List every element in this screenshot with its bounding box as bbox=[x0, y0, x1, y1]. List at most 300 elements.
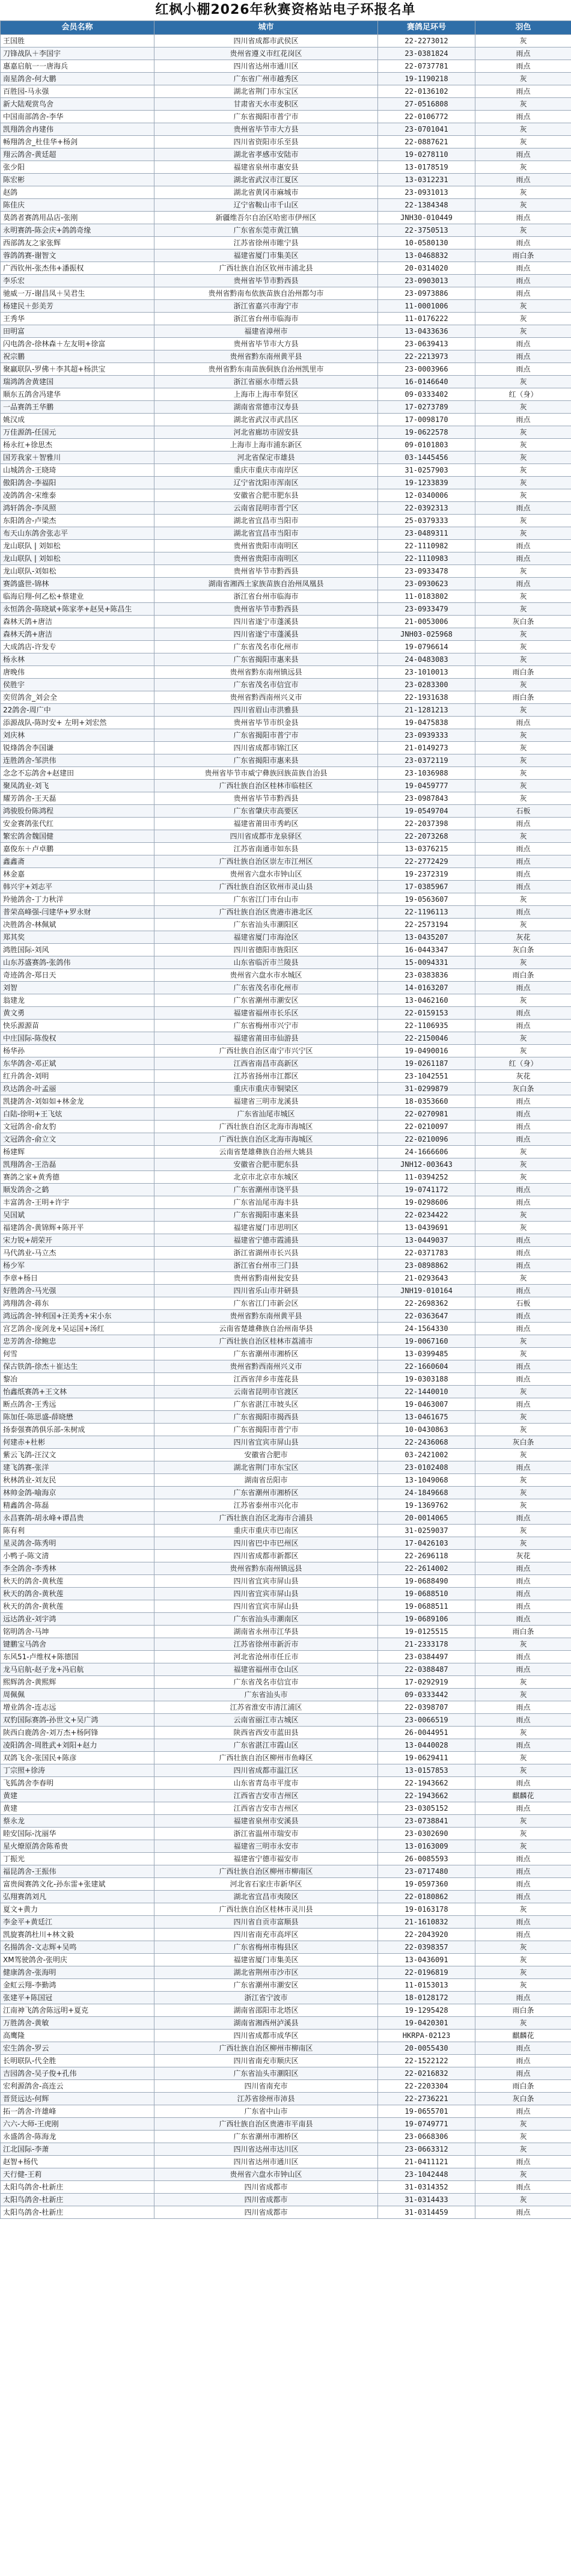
ring-number-cell: 31-0314433 bbox=[378, 2194, 475, 2206]
table-row bbox=[1, 1474, 571, 1487]
feather-color-cell: 灰 bbox=[475, 376, 571, 388]
table-row bbox=[1, 35, 571, 47]
member-name-cell: 永明赛鸽-陈会庆+鸽鸽奇缘 bbox=[1, 224, 154, 237]
table-row bbox=[1, 1689, 571, 1701]
member-name-cell: 秋林鸽业-刘友民 bbox=[1, 1474, 154, 1487]
member-name-cell: 凯翔鸽舍冉建伟 bbox=[1, 123, 154, 136]
table-row bbox=[1, 1676, 571, 1689]
member-name-cell: 夏文+黄力 bbox=[1, 1903, 154, 1916]
ring-number-cell: 22-1943662 bbox=[378, 1790, 475, 1802]
feather-color-cell: 灰 bbox=[475, 439, 571, 451]
city-cell: 上海市上海市浦东新区 bbox=[154, 439, 378, 451]
header-city: 城市 bbox=[154, 21, 378, 35]
ring-number-cell: 22-0270981 bbox=[378, 1108, 475, 1121]
ring-number-cell: 23-0489311 bbox=[378, 527, 475, 540]
feather-color-cell: 雨白条 bbox=[475, 969, 571, 982]
feather-color-cell: 雨点 bbox=[475, 1802, 571, 1815]
feather-color-cell: 灰 bbox=[475, 1941, 571, 1954]
member-name-cell: 山东苏盛赛鸽-张鸽伟 bbox=[1, 956, 154, 969]
member-name-cell: 龙马启航-赵子龙+冯启航 bbox=[1, 1663, 154, 1676]
ring-number-cell: 19-0688510 bbox=[378, 1588, 475, 1600]
ring-number-cell: 09-0333442 bbox=[378, 1689, 475, 1701]
feather-color-cell: 灰 bbox=[475, 2118, 571, 2131]
city-cell: 贵州省毕节市黔西县 bbox=[154, 565, 378, 578]
feather-color-cell: 雨白条 bbox=[475, 2004, 571, 2017]
ring-number-cell: 23-0717480 bbox=[378, 1865, 475, 1878]
member-name-cell: 熙辉鸽舍-黄熙辉 bbox=[1, 1676, 154, 1689]
table-row bbox=[1, 502, 571, 515]
table-row bbox=[1, 148, 571, 161]
city-cell: 河北省保定市雄县 bbox=[154, 451, 378, 464]
table-row bbox=[1, 2206, 571, 2219]
table-row bbox=[1, 1209, 571, 1222]
city-cell: 广西壮族自治区北海市海城区 bbox=[154, 1133, 378, 1146]
feather-color-cell: 灰 bbox=[475, 1487, 571, 1499]
ring-number-cell: HKRPA-02123 bbox=[378, 2030, 475, 2042]
member-name-cell: 永恒鸽舍-陈晓斌+陈家孝+赵昊+陈昌生 bbox=[1, 603, 154, 616]
city-cell: 贵州省毕节市黔西县 bbox=[154, 275, 378, 287]
table-row bbox=[1, 2042, 571, 2055]
ring-number-cell: 22-0210097 bbox=[378, 1121, 475, 1133]
ring-number-cell: 22-1440010 bbox=[378, 1386, 475, 1398]
feather-color-cell: 灰 bbox=[475, 489, 571, 502]
feather-color-cell: 灰 bbox=[475, 1045, 571, 1057]
ring-number-cell: 19-1190218 bbox=[378, 73, 475, 85]
feather-color-cell: 雨点 bbox=[475, 1865, 571, 1878]
table-row bbox=[1, 47, 571, 60]
feather-color-cell: 灰 bbox=[475, 2168, 571, 2181]
city-cell: 福建省三明市龙溪县 bbox=[154, 1095, 378, 1108]
table-row bbox=[1, 2080, 571, 2093]
ring-number-cell: 19-0597360 bbox=[378, 1878, 475, 1891]
table-row bbox=[1, 1550, 571, 1562]
member-name-cell: 翔云鸽舍-黄廷超 bbox=[1, 148, 154, 161]
table-row bbox=[1, 2017, 571, 2030]
member-name-cell: 增业鸽舍-连志远 bbox=[1, 1701, 154, 1714]
feather-color-cell: 雨点 bbox=[475, 2042, 571, 2055]
city-cell: 安徽省合肥市肥东县 bbox=[154, 489, 378, 502]
member-name-cell: 红升鸽舍-刘明 bbox=[1, 1070, 154, 1083]
ring-number-cell: 23-0668306 bbox=[378, 2131, 475, 2143]
table-row bbox=[1, 1626, 571, 1638]
table-row bbox=[1, 1133, 571, 1146]
city-cell: 广西壮族自治区贵港市平南县 bbox=[154, 2118, 378, 2131]
member-name-cell: 黄建 bbox=[1, 1790, 154, 1802]
ring-number-cell: 19-0163178 bbox=[378, 1903, 475, 1916]
city-cell: 贵州省黔西南州兴义市 bbox=[154, 691, 378, 704]
table-row bbox=[1, 439, 571, 451]
feather-color-cell: 雨点 bbox=[475, 540, 571, 552]
member-name-cell: 万胜鸽舍-黄敏 bbox=[1, 2017, 154, 2030]
member-name-cell: 闪电鸽舍-徐林森＋左友明+徐富 bbox=[1, 338, 154, 350]
feather-color-cell: 灰 bbox=[475, 2017, 571, 2030]
ring-number-cell: 19-0463007 bbox=[378, 1398, 475, 1411]
ring-number-cell: 19-1369762 bbox=[378, 1499, 475, 1512]
table-row bbox=[1, 136, 571, 148]
feather-color-cell: 雨白条 bbox=[475, 2080, 571, 2093]
member-name-cell: 西部鸽友之家张辉 bbox=[1, 237, 154, 249]
city-cell: 湖南省湘西土家族苗族自治州凤凰县 bbox=[154, 578, 378, 590]
ring-number-cell: 13-1049068 bbox=[378, 1474, 475, 1487]
city-cell: 福建省厦门市集美区 bbox=[154, 249, 378, 262]
table-row bbox=[1, 1878, 571, 1891]
ring-number-cell: 22-0398357 bbox=[378, 1941, 475, 1954]
member-name-cell: 蓉鸽鸽赛-谢智文 bbox=[1, 249, 154, 262]
feather-color-cell: 雨白条 bbox=[475, 691, 571, 704]
city-cell: 浙江省宁波市 bbox=[154, 1992, 378, 2004]
feather-color-cell: 灰 bbox=[475, 224, 571, 237]
feather-color-cell: 灰 bbox=[475, 590, 571, 603]
feather-color-cell: 雨点 bbox=[475, 1714, 571, 1727]
city-cell: 江西省萍乡市莲花县 bbox=[154, 1373, 378, 1386]
feather-color-cell: 灰 bbox=[475, 73, 571, 85]
member-name-cell: 吉园鸽舍-吴子俊+孔伟 bbox=[1, 2067, 154, 2080]
ring-number-cell: 22-2436068 bbox=[378, 1436, 475, 1449]
feather-color-cell: 雨点 bbox=[475, 855, 571, 868]
member-name-cell: 祝宗鹏 bbox=[1, 350, 154, 363]
city-cell: 山东省临沂市兰陵县 bbox=[154, 956, 378, 969]
feather-color-cell: 雨点 bbox=[475, 350, 571, 363]
feather-color-cell: 雨点 bbox=[475, 1613, 571, 1626]
city-cell: 广西壮族自治区桂林市临桂区 bbox=[154, 780, 378, 792]
member-name-cell: 聚赢联队-罗佛＋李其超+杨洪宝 bbox=[1, 363, 154, 376]
city-cell: 重庆市重庆市铜梁区 bbox=[154, 1083, 378, 1095]
table-row bbox=[1, 1259, 571, 1272]
table-row bbox=[1, 818, 571, 830]
table-row bbox=[1, 1196, 571, 1209]
table-row bbox=[1, 956, 571, 969]
city-cell: 福建省泉州市惠安县 bbox=[154, 161, 378, 174]
feather-color-cell: 麒麟花 bbox=[475, 1790, 571, 1802]
feather-color-cell: 雨点 bbox=[475, 2206, 571, 2219]
table-row bbox=[1, 186, 571, 199]
city-cell: 广西壮族自治区柳州市鱼峰区 bbox=[154, 1752, 378, 1764]
city-cell: 广东省揭阳市普宁市 bbox=[154, 729, 378, 742]
table-row bbox=[1, 565, 571, 578]
ring-number-cell: 22-0392313 bbox=[378, 502, 475, 515]
member-name-cell: 锐烽鸽舍李国谦 bbox=[1, 742, 154, 754]
city-cell: 贵州省贵阳市南明区 bbox=[154, 540, 378, 552]
ring-number-cell: 22-1522122 bbox=[378, 2055, 475, 2067]
member-name-cell: 田明富 bbox=[1, 325, 154, 338]
table-row bbox=[1, 451, 571, 464]
member-name-cell: 顺东五鸽舍冯建华 bbox=[1, 388, 154, 401]
city-cell: 四川省成都市武侯区 bbox=[154, 35, 378, 47]
member-name-cell: 韩兴宇+刘志平 bbox=[1, 881, 154, 893]
city-cell: 甘肃省天水市麦积区 bbox=[154, 98, 378, 111]
member-name-cell: 黄文勇 bbox=[1, 1007, 154, 1020]
header-ring-number: 赛鸽足环号 bbox=[378, 21, 475, 35]
table-row bbox=[1, 1651, 571, 1663]
feather-color-cell: 雨点 bbox=[475, 1310, 571, 1323]
feather-color-cell: 雨点 bbox=[475, 1133, 571, 1146]
member-name-cell: 繁宏鸽舍魏国健 bbox=[1, 830, 154, 843]
feather-color-cell: 灰 bbox=[475, 780, 571, 792]
city-cell: 四川省遂宁市蓬溪县 bbox=[154, 616, 378, 628]
city-cell: 广西壮族自治区桂林市灵川县 bbox=[154, 1903, 378, 1916]
ring-number-cell: 22-2203304 bbox=[378, 2080, 475, 2093]
table-row bbox=[1, 1335, 571, 1348]
member-name-cell: 刀锋战队＋李国宇 bbox=[1, 47, 154, 60]
city-cell: 四川省成都市 bbox=[154, 2206, 378, 2219]
city-cell: 贵州省黔东南州镇远县 bbox=[154, 1562, 378, 1575]
member-name-cell: 六六-大师-王虎刚 bbox=[1, 2118, 154, 2131]
ring-number-cell: 23-0903013 bbox=[378, 275, 475, 287]
feather-color-cell: 灰 bbox=[475, 527, 571, 540]
feather-color-cell: 灰 bbox=[475, 767, 571, 780]
member-name-cell: 陕西白鹿鸽舍-刘万杰+杨阿锋 bbox=[1, 1727, 154, 1739]
member-name-cell: 陈有利 bbox=[1, 1525, 154, 1537]
feather-color-cell: 雨点 bbox=[475, 1777, 571, 1790]
ring-number-cell: 18-0353660 bbox=[378, 1095, 475, 1108]
ring-number-cell: 16-0443347 bbox=[378, 944, 475, 956]
feather-color-cell: 红（身） bbox=[475, 1057, 571, 1070]
ring-number-cell: 22-1943662 bbox=[378, 1777, 475, 1790]
member-name-cell: 太阳鸟鸽舍-杜新庄 bbox=[1, 2206, 154, 2219]
city-cell: 湖北省荆门市东宝区 bbox=[154, 1461, 378, 1474]
ring-number-cell: 24-1564330 bbox=[378, 1323, 475, 1335]
city-cell: 福建省福州市仓山区 bbox=[154, 1663, 378, 1676]
city-cell: 贵州省毕节市威宁彝族回族苗族自治县 bbox=[154, 767, 378, 780]
city-cell: 四川省南充市 bbox=[154, 2080, 378, 2093]
feather-color-cell: 灰 bbox=[475, 1966, 571, 1979]
member-name-cell: 丁宗照+徐涛 bbox=[1, 1764, 154, 1777]
table-row bbox=[1, 1297, 571, 1310]
feather-color-cell: 雨点 bbox=[475, 1020, 571, 1032]
ring-number-cell: 19-0629411 bbox=[378, 1752, 475, 1764]
city-cell: 浙江省嘉兴市海宁市 bbox=[154, 300, 378, 313]
table-row bbox=[1, 275, 571, 287]
feather-color-cell: 灰 bbox=[475, 1032, 571, 1045]
ring-number-cell: 19-0688490 bbox=[378, 1575, 475, 1588]
city-cell: 湖南省湘西州泸溪县 bbox=[154, 2017, 378, 2030]
member-name-cell: 中国南部鸽舍-李华 bbox=[1, 111, 154, 123]
city-cell: 福建省厦门市思明区 bbox=[154, 1222, 378, 1234]
city-cell: 广西壮族自治区南宁市兴宁区 bbox=[154, 1045, 378, 1057]
table-row bbox=[1, 1095, 571, 1108]
feather-color-cell: 灰 bbox=[475, 1638, 571, 1651]
member-name-cell: 林金嘉 bbox=[1, 868, 154, 881]
feather-color-cell: 雨点 bbox=[475, 414, 571, 426]
ring-number-cell: 19-1233839 bbox=[378, 477, 475, 489]
feather-color-cell: 雨点 bbox=[475, 148, 571, 161]
member-name-cell: 聚凤鸽业-刘飞 bbox=[1, 780, 154, 792]
member-name-cell: 精鑫鸽舍-陈磊 bbox=[1, 1499, 154, 1512]
table-row bbox=[1, 338, 571, 350]
ring-number-cell: 14-0163207 bbox=[378, 982, 475, 994]
table-row bbox=[1, 2131, 571, 2143]
table-row bbox=[1, 1916, 571, 1929]
table-row bbox=[1, 1108, 571, 1121]
feather-color-cell: 灰 bbox=[475, 1209, 571, 1222]
member-name-cell: 刘庆林 bbox=[1, 729, 154, 742]
feather-color-cell: 灰 bbox=[475, 161, 571, 174]
ring-number-cell: 19-0303188 bbox=[378, 1373, 475, 1386]
feather-color-cell: 灰 bbox=[475, 1348, 571, 1360]
feather-color-cell: 雨点 bbox=[475, 1929, 571, 1941]
ring-number-cell: 13-0436091 bbox=[378, 1954, 475, 1966]
city-cell: 湖北省宜昌市夷陵区 bbox=[154, 1891, 378, 1903]
city-cell: 四川省眉山市洪雅县 bbox=[154, 704, 378, 717]
table-row bbox=[1, 1979, 571, 1992]
table-row bbox=[1, 1032, 571, 1045]
member-name-cell: 羚驰鸽舍-丁力秋洋 bbox=[1, 893, 154, 906]
city-cell: 江苏省泰州市兴化市 bbox=[154, 1499, 378, 1512]
feather-color-cell: 雨点 bbox=[475, 275, 571, 287]
feather-color-cell: 雨点 bbox=[475, 338, 571, 350]
table-row bbox=[1, 2194, 571, 2206]
feather-color-cell: 灰 bbox=[475, 1828, 571, 1840]
city-cell: 云南省昆明市官渡区 bbox=[154, 1386, 378, 1398]
member-name-cell: 太阳鸟鸽舍-杜新庄 bbox=[1, 2181, 154, 2194]
city-cell: 江苏省淮安市清江浦区 bbox=[154, 1701, 378, 1714]
city-cell: 广东省梅州市梅县区 bbox=[154, 1941, 378, 1954]
ring-number-cell: 13-0163009 bbox=[378, 1840, 475, 1853]
feather-color-cell: 雨点 bbox=[475, 85, 571, 98]
feather-color-cell: 灰 bbox=[475, 1335, 571, 1348]
ring-number-cell: 22-2736221 bbox=[378, 2093, 475, 2105]
member-name-cell: 黄建 bbox=[1, 1802, 154, 1815]
table-row bbox=[1, 641, 571, 653]
city-cell: 广东省茂名市化州市 bbox=[154, 641, 378, 653]
table-row bbox=[1, 1158, 571, 1171]
member-name-cell: 杨华孙 bbox=[1, 1045, 154, 1057]
feather-color-cell: 雨点 bbox=[475, 502, 571, 515]
feather-color-cell: 灰 bbox=[475, 956, 571, 969]
table-row bbox=[1, 1411, 571, 1424]
ring-number-cell: 22-2037398 bbox=[378, 818, 475, 830]
feather-color-cell: 灰 bbox=[475, 1676, 571, 1689]
feather-color-cell: 雨点 bbox=[475, 1247, 571, 1259]
member-name-cell: 鸿远鸽舍-钟利国+汪美秀+宋小东 bbox=[1, 1310, 154, 1323]
table-row bbox=[1, 515, 571, 527]
ring-number-cell: 23-0933478 bbox=[378, 565, 475, 578]
member-name-cell: 22鸽舍-周广中 bbox=[1, 704, 154, 717]
table-row bbox=[1, 1512, 571, 1525]
city-cell: 贵州省毕节市织金县 bbox=[154, 717, 378, 729]
member-name-cell: 小鸭子-陈文清 bbox=[1, 1550, 154, 1562]
city-cell: 广东省潮州市湘桥区 bbox=[154, 1348, 378, 1360]
member-name-cell: 连胜鸽舍-邹洪伟 bbox=[1, 754, 154, 767]
ring-number-cell: 15-0094331 bbox=[378, 956, 475, 969]
table-row bbox=[1, 931, 571, 944]
member-name-cell: 嘉俊东＋卢卓鹏 bbox=[1, 843, 154, 855]
table-row bbox=[1, 780, 571, 792]
feather-color-cell: 灰 bbox=[475, 1689, 571, 1701]
city-cell: 湖北省宜昌市当阳市 bbox=[154, 527, 378, 540]
member-name-cell: 龙山联队 | 刘如松 bbox=[1, 552, 154, 565]
feather-color-cell: 雨点 bbox=[475, 2156, 571, 2168]
member-name-cell: 普荣高峰强-闫建华+罗永财 bbox=[1, 906, 154, 919]
member-name-cell: 怡鑫纸赛鸽+王文林 bbox=[1, 1386, 154, 1398]
member-name-cell: 东阳鸽舍-卢梁杰 bbox=[1, 515, 154, 527]
feather-color-cell: 雨点 bbox=[475, 1259, 571, 1272]
ring-number-cell: 13-0376215 bbox=[378, 843, 475, 855]
table-row bbox=[1, 742, 571, 754]
feather-color-cell: 雨点 bbox=[475, 1663, 571, 1676]
member-name-cell: 凯翔鸽舍-王浩磊 bbox=[1, 1158, 154, 1171]
ring-number-cell: 19-0490016 bbox=[378, 1045, 475, 1057]
feather-color-cell: 灰白条 bbox=[475, 1436, 571, 1449]
header-feather-color: 羽色 bbox=[475, 21, 571, 35]
member-name-cell: 宏利源鸽舍-高连云 bbox=[1, 2080, 154, 2093]
ring-number-cell: 31-0259037 bbox=[378, 1525, 475, 1537]
table-row bbox=[1, 792, 571, 805]
city-cell: 湖北省黄冈市麻城市 bbox=[154, 186, 378, 199]
ring-number-cell: 22-0159153 bbox=[378, 1007, 475, 1020]
ring-number-cell: 24-1849668 bbox=[378, 1487, 475, 1499]
member-name-cell: 杨建民＋彭美芳 bbox=[1, 300, 154, 313]
table-row bbox=[1, 2156, 571, 2168]
table-row bbox=[1, 1272, 571, 1285]
city-cell: 贵州省黔西南州兴义市 bbox=[154, 1360, 378, 1373]
city-cell: 广西壮族自治区北海市海城区 bbox=[154, 1121, 378, 1133]
ring-number-cell: 13-0433636 bbox=[378, 325, 475, 338]
table-row bbox=[1, 1764, 571, 1777]
member-name-cell: 宫艺鸽舍-庞剑龙+吴运国+汤红 bbox=[1, 1323, 154, 1335]
member-name-cell: 王国胜 bbox=[1, 35, 154, 47]
feather-color-cell: 雨白条 bbox=[475, 1626, 571, 1638]
feather-color-cell: 雨点 bbox=[475, 47, 571, 60]
feather-color-cell: 石板 bbox=[475, 805, 571, 818]
member-name-cell: 鸿翔鸽舍-蒋东 bbox=[1, 1297, 154, 1310]
table-row bbox=[1, 174, 571, 186]
table-row bbox=[1, 578, 571, 590]
table-row bbox=[1, 906, 571, 919]
member-name-cell: 东风51-卢维权+陈德国 bbox=[1, 1651, 154, 1663]
table-row bbox=[1, 1057, 571, 1070]
ring-number-cell: 13-0399485 bbox=[378, 1348, 475, 1360]
member-name-cell: 凯捷鸽舍-刘如如+林金龙 bbox=[1, 1095, 154, 1108]
feather-color-cell: 灰 bbox=[475, 994, 571, 1007]
city-cell: 辽宁省沈阳市浑南区 bbox=[154, 477, 378, 489]
city-cell: 云南省昆明市晋宁区 bbox=[154, 502, 378, 515]
table-row bbox=[1, 212, 571, 224]
city-cell: 四川省成都市锦江区 bbox=[154, 742, 378, 754]
member-name-cell: 断点鸽舍-王秀远 bbox=[1, 1398, 154, 1411]
table-row bbox=[1, 60, 571, 73]
ring-number-cell: 10-0430863 bbox=[378, 1424, 475, 1436]
ring-number-cell: JNH30-010449 bbox=[378, 212, 475, 224]
table-row bbox=[1, 300, 571, 313]
table-row bbox=[1, 414, 571, 426]
ring-number-cell: 19-0278110 bbox=[378, 148, 475, 161]
feather-color-cell: 雨点 bbox=[475, 1600, 571, 1613]
table-row bbox=[1, 376, 571, 388]
feather-color-cell: 灰 bbox=[475, 477, 571, 489]
table-row bbox=[1, 628, 571, 641]
city-cell: 新疆维吾尔自治区哈密市伊州区 bbox=[154, 212, 378, 224]
table-row bbox=[1, 85, 571, 98]
city-cell: 贵州省黔南州瓮安县 bbox=[154, 1272, 378, 1285]
member-name-cell: 傲阳鸽舍-李福阳 bbox=[1, 477, 154, 489]
table-row bbox=[1, 881, 571, 893]
city-cell: 福建省莆田市秀屿区 bbox=[154, 818, 378, 830]
ring-number-cell: 23-0987843 bbox=[378, 792, 475, 805]
city-cell: 四川省资阳市乐至县 bbox=[154, 136, 378, 148]
feather-color-cell: 雨点 bbox=[475, 1701, 571, 1714]
city-cell: 河北省沧州市任丘市 bbox=[154, 1651, 378, 1663]
ring-number-cell: 21-0411121 bbox=[378, 2156, 475, 2168]
city-cell: 广东省湛江市霞山区 bbox=[154, 1739, 378, 1752]
city-cell: 广东省汕尾市城区 bbox=[154, 1108, 378, 1121]
member-name-cell: 张少阳 bbox=[1, 161, 154, 174]
city-cell: 广东省潮州市潮安区 bbox=[154, 1979, 378, 1992]
ring-number-cell: 22-1110983 bbox=[378, 552, 475, 565]
city-cell: 广东省汕头市潮阳区 bbox=[154, 919, 378, 931]
member-name-cell: 福昆鸽舍-王振伟 bbox=[1, 1865, 154, 1878]
member-name-cell: 黎冶 bbox=[1, 1373, 154, 1386]
